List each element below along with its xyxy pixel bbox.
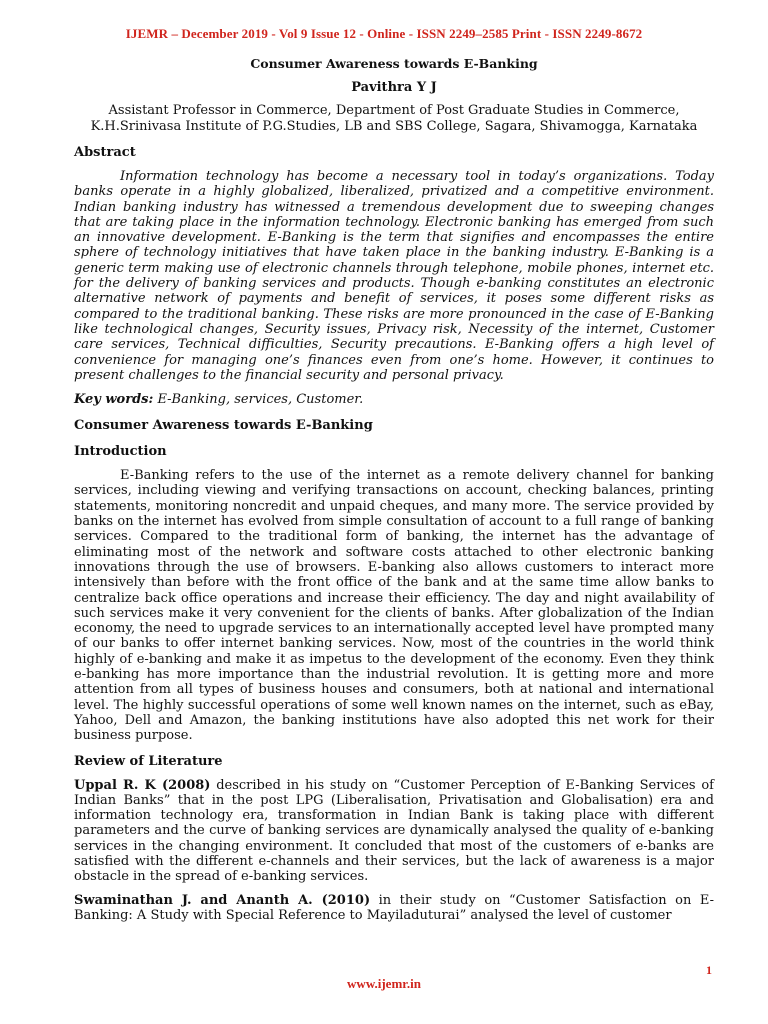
abstract-text: Information technology has become a necessary tool in today’s organizations. Today banks operate in a highly globalized, liberalized, privatized and a competitive environment. Indian banking industry has witnessed a tremendous development due to sweeping changes that are taking place in the information technology. Electronic banking has emerged from such an innovative development. E-Banking is the term that signifies and encompasses the entire sphere of technology initiatives that have taken place in the banking industry. E-Banking is a generic term making use of electronic channels through telephone, mobile phones, internet etc. for the delivery of banking services and products. Though e-banking constitutes an electronic alternative network of payments and benefit of services, it poses some different risks as compared to the traditional banking. These risks are more pronounced in the case of E-Banking like technological changes, Security issues, Privacy risk, Necessity of the internet, Customer care services, Technical difficulties, Security precautions. E-Banking offers a high level of convenience for managing one’s finances even from one’s home. However, it continues to present challenges to the financial security and personal privacy. bbox=[74, 169, 714, 383]
journal-header: IJEMR – December 2019 - Vol 9 Issue 12 - Online - ISSN 2249–2585 Print - ISSN 2249-8672 bbox=[125, 26, 643, 41]
review-item bbox=[74, 778, 714, 885]
keywords bbox=[74, 392, 714, 408]
footer-url[interactable]: www.ijemr.in bbox=[347, 976, 421, 991]
abstract-heading: Abstract bbox=[74, 145, 136, 160]
review-item bbox=[74, 893, 714, 924]
page-number: 1 bbox=[706, 963, 712, 977]
article-author: Pavithra Y J bbox=[351, 80, 437, 95]
review-ref: Swaminathan J. and Ananth A. (2010) bbox=[74, 892, 371, 908]
review-ref: Uppal R. K (2008) bbox=[74, 777, 211, 793]
article-body bbox=[74, 55, 714, 923]
article-title: Consumer Awareness towards E-Banking bbox=[250, 56, 538, 71]
introduction-text: E-Banking refers to the use of the internet as a remote delivery channel for banking services, including viewing and verifying transactions on account, checking balances, printing statements, monitoring noncredit and unpaid cheques, and many more. The service provided by banks on the internet has evolved from simple consultation of account to a full range of banking services. Compared to the traditional form of banking, the internet has the advantage of eliminating most of the network and software costs attached to other electronic banking innovations through the use of browsers. E-banking also allows customers to interact more intensively than before with the front office of the bank and at the same time allow banks to centralize back office operations and increase their efficiency. The day and night availability of such services make it very convenient for the clients of banks. After globalization of the Indian economy, the need to upgrade services to an internationally accepted level have prompted many of our banks to offer internet banking services. Now, most of the countries in the world think highly of e-banking and make it as impetus to the development of the economy. Even they think e-banking has more importance than the industrial revolution. It is getting more and more attention from all types of business houses and consumers, both at national and international level. The highly successful operations of some well known names on the internet, such as eBay, Yahoo, Dell and Amazon, the banking institutions have also adopted this net work for their business purpose. bbox=[74, 468, 714, 744]
keywords-text: E-Banking, services, Customer. bbox=[157, 392, 364, 408]
keywords-label: Key words: bbox=[74, 392, 154, 408]
author-affiliation: Assistant Professor in Commerce, Department of Post Graduate Studies in Commerce, K.H.Srinivasa Institute of P.G.Studies, LB and SBS College, Sagara, Shivamogga, Karnataka bbox=[90, 103, 698, 134]
review-text: described in his study on “Customer Perception of E-Banking Services of Indian Banks” that in the post LPG (Liberalisation, Privatisation and Globalisation) era and information technology era, transformation in Indian Bank is taking place with different parameters and the curve of banking services are dynamically analysed the quality of e-banking services in the changing environment. It concluded that most of the customers of e-banks are satisfied with the different e-channels and their services, but the lack of awareness is a major obstacle in the spread of e-banking services. bbox=[74, 777, 714, 885]
section-title: Consumer Awareness towards E-Banking bbox=[74, 418, 373, 434]
review-heading: Review of Literature bbox=[74, 753, 223, 769]
introduction-heading: Introduction bbox=[74, 444, 167, 460]
review-text: in their study on “Customer Satisfaction on E-Banking: A Study with Special Reference to Mayiladuturai” analysed the level of customer bbox=[74, 892, 714, 923]
